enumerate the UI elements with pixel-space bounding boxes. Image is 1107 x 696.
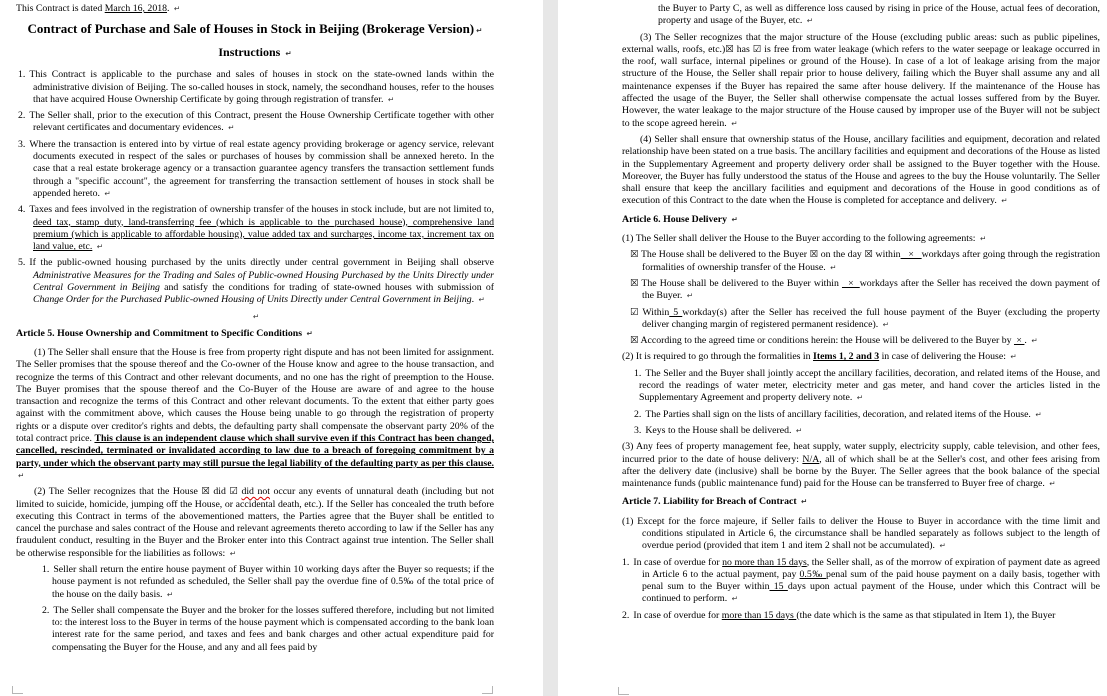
text-run: Change Order for the Purchased Public-owned Housing of Units Directly under Central Government in Beijing: [33, 294, 472, 306]
item-text: [639, 368, 1100, 404]
instructions-heading: [16, 45, 494, 61]
paragraph-mark-icon: ↵: [882, 319, 889, 329]
dateline: [16, 3, 494, 15]
text-run: (2) The Seller recognizes that the House: [34, 486, 202, 498]
item-number: 5.: [18, 257, 26, 269]
paragraph-mark-icon: ↵: [1035, 409, 1042, 419]
paragraph-mark-icon: ↵: [229, 548, 236, 558]
contract-title: [16, 21, 494, 39]
text-run: March 16, 2018: [104, 3, 168, 14]
instruction-item-4: [16, 204, 494, 253]
text-run: ×: [841, 277, 860, 289]
text-run: ×: [900, 249, 922, 261]
text-run: on the day: [818, 249, 865, 261]
paragraph-mark-icon: ↵: [1001, 196, 1008, 206]
paragraph-mark-icon: ↵: [731, 118, 738, 128]
page-left-text-area: [16, 3, 494, 658]
paragraph-mark-icon: ↵: [731, 214, 738, 224]
text-run: .: [1024, 335, 1030, 347]
text-run: Within: [638, 306, 670, 318]
item-number: 3.: [634, 424, 642, 436]
paragraph-mark-icon: ↵: [979, 234, 987, 244]
text-run: Taxes and fees involved in the registration of ownership transfer of the houses in stock include, but are not limited to,: [29, 204, 494, 216]
paragraph-mark-icon: ↵: [939, 541, 946, 551]
text-run: workday(s) after the Seller has received the full house payment of the Buyer (excluding the property deliver changing margin of registered permanent residence).: [642, 306, 1101, 330]
text-run: The Seller shall compensate the Buyer and the broker for the losses suffered therefore, including but not limited to: the interest loss to the Buyer in terms of the house payment which is compensated according to the bank loan interest rate for the same period, and taxes and fees and bank charges and other actual expenditure paid for compensating the Buyer for the House, and any and all fees paid by: [52, 604, 494, 653]
item-number: 2.: [622, 609, 630, 621]
item-number: 1.: [622, 556, 630, 568]
text-run: Article 6. House Delivery: [622, 213, 730, 225]
text-run: more than 15 days: [721, 609, 797, 621]
text-run: (1) The Seller shall ensure that the House is free from property right dispute and has not been limited for assignment. The Seller promises that the spouse thereof and the Co-owner of the House know and agree to the house transaction, and recognize the terms of this Contract and other relevant documents, and no one has the right of preemption to the House. The Buyer promises that the spouse thereof and the Co-Buyer of the House are aware of and agree to the house transaction and recognize the terms of this Contract and other relevant documents. To the extent that either party goes against with the commitment above, which causes the House being unable to go through the registration of property rights or a dispute over creditor's rights and debts, the defaulting party shall compensate the observant party 20% of the total contract price.: [16, 346, 494, 445]
checkbox-checked-icon: ☑: [752, 43, 762, 55]
paragraph-mark-icon: ↵: [18, 470, 25, 480]
article5-heading: [16, 328, 494, 340]
paragraph-mark-icon: ↵: [252, 311, 260, 321]
text-run: Administrative Measures for the Trading and Sales of Public-owned Housing Purchased by the Units Directly under Central Government in Beijing: [33, 269, 494, 294]
text-run: 5: [669, 306, 683, 318]
article5-paragraph-2: [16, 486, 494, 560]
text-run: In case of overdue for: [633, 556, 723, 568]
text-run: (1) Except for the force majeure, if Seller fails to deliver the House to Buyer in accordance with the time limit and conditions stipulated in Article 6, the circumstance shall be handled separately as follows subject to the length of overdue period (provided that item 1 and item 2 shall not be accumulated).: [622, 515, 1100, 552]
paragraph-mark-icon: ↵: [1049, 479, 1056, 489]
text-boundary-corner-mark: [482, 686, 493, 694]
page-right[interactable]: [558, 0, 1107, 696]
delivery-option-3: [622, 307, 1100, 332]
liability-item-1: [42, 564, 494, 601]
text-run: (1) The Seller shall deliver the House to the Buyer according to the following agreements:: [622, 233, 978, 245]
instruction-item-3: [16, 139, 494, 200]
paragraph-mark-icon: ↵: [731, 594, 738, 604]
text-run: days upon actual payment of the House, under which this Contract will be continued to perform.: [642, 581, 1100, 605]
text-run: within: [872, 249, 901, 261]
item-text: [645, 409, 1041, 420]
paragraph-mark-icon: ↵: [830, 262, 837, 272]
text-run: This Contract is applicable to the purchase and sales of houses in stock on the state-owned lands within the administrative division of Beijing. The so-called houses in stock, namely, the secondhand houses, refer to the houses that have acquired House Ownership Certificate by going through registration of transfer.: [29, 69, 494, 105]
checkbox-crossed-icon: ☒: [630, 249, 639, 261]
paragraph-mark-icon: ↵: [795, 425, 803, 435]
text-run: Contract of Purchase and Sale of Houses in Stock in Beijing (Brokerage Version): [27, 21, 475, 37]
text-run: (3) The Seller recognizes that the major structure of the House (excluding public areas: such as public pipelines, external walls, roofs, etc.): [622, 31, 1100, 55]
text-run: This Contract is dated: [16, 3, 105, 14]
paragraph-mark-icon: ↵: [801, 497, 808, 507]
text-run: (the date which is the same as that stipulated in Item 1), the Buyer: [796, 609, 1056, 621]
text-run: has: [733, 43, 753, 55]
text-run: deed tax, stamp duty, land-transferring fee (which is applicable to the purchased house), comprehensive land premium (which is applicable to affordable housing), value added tax and surcharges, income tax, increment tax on land value, etc.: [33, 216, 494, 253]
text-run: no more than 15 days: [722, 556, 807, 568]
checkbox-crossed-icon: ☒: [809, 249, 819, 261]
instruction-item-2: [16, 110, 494, 135]
text-run: Where the transaction is entered into by virtue of real estate agency providing brokerage or agency service, relevant documents executed in respect of the sales or purchases of houses by commission shall be annexed hereto. In the case that a real estate brokerage agency or a transaction guarantee agency transfers the transaction settlement funds through a "specific account", the agreement for transferring the transaction settlement of houses in stock shall be appended hereto.: [29, 138, 494, 199]
article5-paragraph-1: [16, 347, 494, 482]
text-run: Article 5. House Ownership and Commitment to Specific Conditions: [16, 327, 305, 339]
text-run: ×: [1013, 335, 1025, 347]
page-right-text-area: [622, 3, 1100, 626]
item-text: [633, 557, 1100, 605]
text-run: workdays after the Seller has received the down payment of the Buyer.: [642, 277, 1100, 302]
text-run: the Buyer to Party C, as well as difference loss caused by rising in price of the House, actual fees of decoration, property and usage of the Buyer, etc.: [658, 3, 1100, 27]
article7-heading: [622, 496, 1100, 508]
text-run: 0.5‰: [799, 568, 827, 580]
paragraph-mark-icon: ↵: [387, 94, 395, 104]
article6-paragraph-1: [622, 233, 1100, 245]
text-run: Items 1, 2 and 3: [813, 351, 880, 363]
article6-paragraph-2: [622, 351, 1100, 363]
delivery-option-1: [622, 249, 1100, 274]
formality-item-2: [622, 409, 1100, 421]
text-run: The Seller shall, prior to the execution of this Contract, present the House Ownership Certificate together with other relevant certificates and documentary evidences.: [29, 110, 494, 134]
checkbox-checked-icon: ☑: [630, 306, 639, 318]
paragraph-mark-icon: ↵: [166, 589, 174, 599]
text-run: .: [471, 294, 477, 306]
item-text: [645, 425, 802, 436]
text-run: Article 7. Liability for Breach of Contract: [622, 496, 800, 508]
text-boundary-corner-mark: [618, 687, 629, 695]
checkbox-crossed-icon: ☒: [630, 277, 639, 289]
paragraph-mark-icon: ↵: [856, 393, 864, 403]
item-text: [633, 610, 1055, 621]
text-run: (4) Seller shall ensure that ownership status of the House, ancillary facilities and equipment, decoration and related relationship have been stated on a true basis. The ancillary facilities and equipment and decorations of the House as listed in the Supplementary Agreement and property delivery order shall be assigned to the Buyer together with the House. Moreover, the Buyer has fully understood the status of the House and agrees to the buy the House voluntarily. The Seller shall ensure that keep the ancillary facilities and equipment and decorations of the House in good conditions as of execution of this Contract to the date when the House is completed for acceptance and delivery.: [622, 133, 1100, 207]
paragraph-mark-icon: ↵: [806, 16, 814, 26]
paragraph-mark-icon: ↵: [1031, 336, 1038, 346]
paragraph-mark-icon: ↵: [306, 328, 313, 338]
paragraph-mark-icon: ↵: [285, 49, 292, 59]
liability-item-2: [42, 605, 494, 654]
item-number: 1.: [18, 69, 26, 81]
text-run: Instructions: [218, 45, 284, 60]
item-number: 1.: [42, 563, 50, 575]
text-run: The Seller and the Buyer shall jointly accept the ancillary facilities, decoration, and related items of the House, and record the readings of water meter, electricity meter and gas meter, and hand cover the articles listed in the Supplementary Agreement and property delivery note.: [639, 367, 1100, 404]
text-run: If the public-owned housing purchased by the units directly under central government in Beijing shall observe: [29, 257, 494, 269]
text-run: , all of which shall be at the Seller's cost, and other fees arising from after the delivery date (inclusive) shall be borne by the Buyer. The Seller agrees that the book balance of the special maintenance funds (public maintenance fund) paid for the House can be transferred to Buyer free of charge.: [622, 453, 1100, 490]
overdue-item-2: [622, 610, 1100, 622]
checkbox-crossed-icon: ☒: [630, 335, 639, 347]
checkbox-crossed-icon: ☒: [725, 43, 734, 55]
liability-item-2-continuation: [658, 3, 1100, 28]
instruction-item-1: [16, 69, 494, 106]
item-text: [52, 564, 494, 600]
article7-paragraph-1: [622, 516, 1100, 553]
article5-paragraph-4: [622, 134, 1100, 208]
text-run: The House shall be delivered to the Buyer: [638, 249, 810, 261]
empty-paragraph: [16, 311, 494, 322]
text-run: 15: [769, 581, 788, 593]
text-run: In case of overdue for: [633, 609, 722, 621]
page-left[interactable]: [0, 0, 543, 696]
checkbox-checked-icon: ☑: [229, 486, 238, 498]
item-text: [29, 110, 494, 133]
paragraph-mark-icon: ↵: [478, 295, 485, 305]
item-number: 2.: [42, 604, 50, 616]
text-run: This clause is an independent clause which shall survive even if this Contract has been changed, cancelled, rescinded, terminated or invalidated according to law due to a breach of foregoing commitment by a party, under which the observant party may still pursue the legal liability of the defaulting party as per this clause.: [16, 433, 494, 469]
paragraph-mark-icon: ↵: [686, 291, 694, 301]
instruction-item-5: [16, 257, 494, 306]
item-number: 2.: [634, 408, 642, 420]
text-run: is free from water leakage (which refers to the water seepage or leakage occurred in the roof, wall surface, internal pipelines or ground of the House). In case of a lot of leakage arising from the major structure of the House, the Seller shall repair prior to house delivery, failing which the Buyer shall assume any and all maintenance expenses if the Buyer has repaired the same after house delivery. If the maintenance of the House has affected the usage of the Buyer, the Seller shall otherwise compensate the actual losses suffered from by the Buyer. However, the water leakage to the major structure of the House caused by improper use of the Buyer will not be subject to the scope agreed herein.: [622, 43, 1100, 129]
article6-paragraph-3: [622, 441, 1100, 490]
text-boundary-corner-mark: [12, 686, 23, 694]
text-run: The Parties shall sign on the lists of ancillary facilities, decoration, and related items of the House.: [645, 408, 1034, 420]
text-run: did not: [241, 486, 270, 498]
paragraph-mark-icon: ↵: [476, 26, 483, 36]
text-run: and satisfy the conditions for trading of state-owned houses with submission of: [159, 282, 494, 294]
text-run: According to the agreed time or conditions herein: the House will be delivered to the Buyer by: [638, 335, 1014, 347]
overdue-item-1: [622, 557, 1100, 606]
article6-heading: [622, 214, 1100, 226]
text-run: workdays after going through the registration formalities of ownership transfer of the House.: [642, 249, 1100, 273]
paragraph-mark-icon: ↵: [228, 123, 235, 133]
paragraph-mark-icon: ↵: [96, 242, 104, 252]
text-run: (3) Any fees of property management fee, heat supply, water supply, electricity supply, cable television, and other fees, incurred prior to the date of house delivery:: [622, 441, 1100, 465]
text-run: Seller shall return the entire house payment of Buyer within 10 working days after the Buyer so requests; if the house payment is not refunded as scheduled, the Seller shall pay the overdue fine of 0.5‰ of the total price of the house on the daily basis.: [52, 563, 494, 600]
delivery-option-4: [622, 335, 1100, 347]
text-run: in case of delivering the House:: [879, 351, 1009, 363]
checkbox-crossed-icon: ☒: [201, 486, 210, 498]
text-run: Keys to the House shall be delivered.: [645, 424, 794, 436]
item-text: [29, 204, 494, 252]
text-run: did: [209, 486, 230, 498]
item-number: 4.: [18, 204, 26, 216]
item-text: [29, 139, 494, 199]
formality-item-3: [622, 425, 1100, 437]
paragraph-mark-icon: ↵: [104, 188, 111, 198]
text-run: N/A: [802, 453, 820, 465]
paragraph-mark-icon: ↵: [173, 4, 181, 13]
text-run: The House shall be delivered to the Buyer within: [638, 277, 842, 289]
paragraph-mark-icon: ↵: [1010, 352, 1017, 362]
item-text: [29, 69, 494, 105]
text-run: (2) It is required to go through the formalities in: [622, 351, 813, 363]
text-run: .: [167, 3, 172, 14]
item-number: 3.: [18, 138, 26, 150]
item-text: [29, 257, 494, 305]
article5-paragraph-3: [622, 32, 1100, 130]
item-number: 1.: [634, 367, 642, 379]
checkbox-crossed-icon: ☒: [864, 249, 873, 261]
item-text: [52, 605, 494, 653]
formality-item-1: [622, 368, 1100, 405]
text-run: occur any events of unnatural death (including but not limited to suicide, homicide, jumping off the House, or accidental death, etc.). If the Seller has concealed the truth before executing this Contract in terms of the abovementioned matters, the Parties agree that the Buyer shall be entitled to cancel the purchase and sales contract of the House and relevant agreements thereto according to law if the Seller has any fraudulent conduct, resulting in the Buyer and the Broker enter into this Contract against true intention. The Seller shall be otherwise responsible for the liabilities as follows:: [16, 486, 494, 559]
item-number: 2.: [18, 110, 26, 122]
text-run: penal sum of the paid house payment on a daily basis, together with penal sum to the Buyer within: [642, 568, 1100, 593]
text-run: , the Seller shall, as of the morrow of expiration of payment date as agreed in Article 6 to the actual payment, pay: [642, 556, 1100, 580]
delivery-option-2: [622, 278, 1100, 303]
